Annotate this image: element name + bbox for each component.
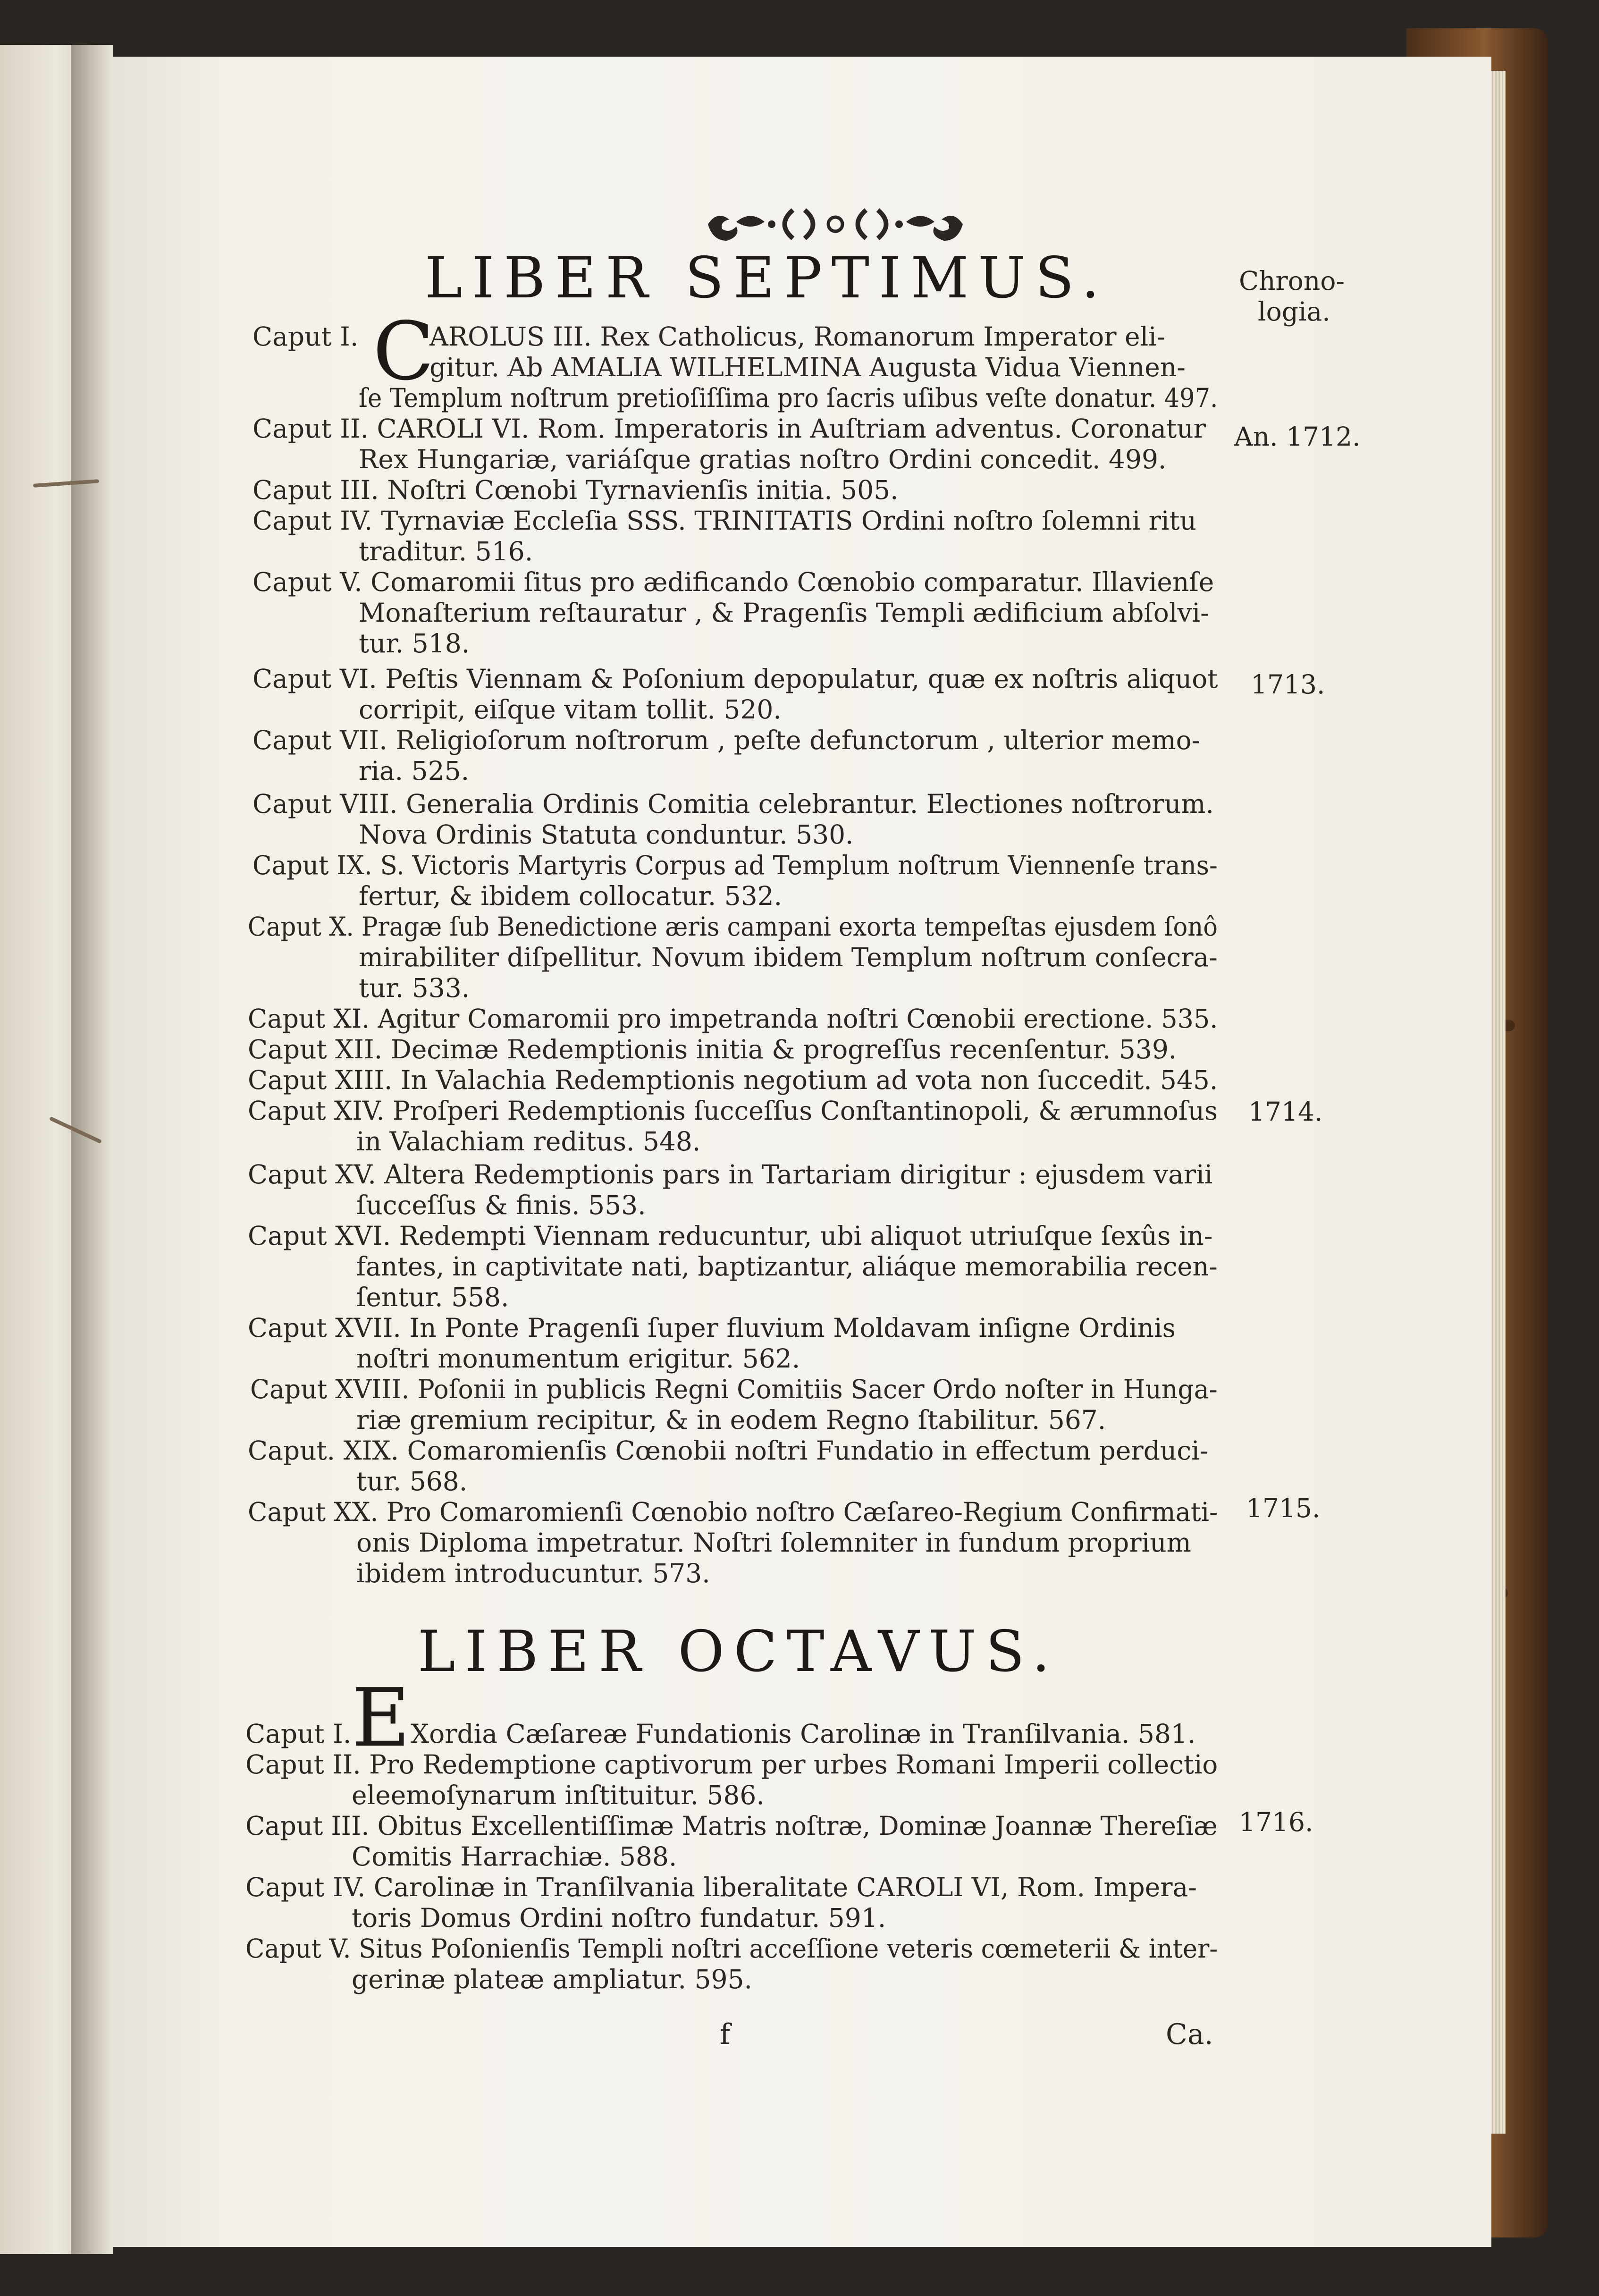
chapter-line: Nova Ordinis Statuta conduntur. 530.: [359, 819, 854, 850]
margin-year: 1715.: [1246, 1493, 1321, 1523]
chapter-line: gitur. Ab AMALIA WILHELMINA Augusta Vidua Viennen-: [429, 352, 1186, 382]
chapter-line: ria. 525.: [359, 756, 470, 786]
chapter-line: Caput XV. Altera Redemptionis pars in Tartariam dirigitur : ejusdem varii: [248, 1159, 1213, 1190]
chapter-line: Caput V. Situs Poſonienſis Templi noſtri acceſſione veteris cœmeterii & inter-: [245, 1933, 1218, 1964]
margin-heading: logia.: [1258, 296, 1330, 327]
chapter-line: tur. 518.: [359, 628, 470, 658]
chapter-line: mirabiliter diſpellitur. Novum ibidem Templum noſtrum conſecra-: [359, 942, 1218, 972]
signature-mark: f: [720, 2018, 731, 2051]
chapter-line: ſucceſſus & finis. 553.: [356, 1190, 646, 1220]
chapter-line: gerinæ plateæ ampliatur. 595.: [352, 1964, 752, 1994]
margin-heading: Chrono-: [1239, 266, 1345, 296]
chapter-label: Caput I.: [245, 1719, 352, 1749]
book7-title: LIBER SEPTIMUS.: [425, 245, 1109, 311]
chapter-line: Caput XIII. In Valachia Redemptionis negotium ad vota non ſuccedit. 545.: [248, 1065, 1218, 1095]
chapter-line: Caput VII. Religioſorum noſtrorum , peſte defunctorum , ulterior memo-: [252, 725, 1201, 755]
chapter-line: Caput VI. Peſtis Viennam & Poſonium depopulatur, quæ ex noſtris aliquot: [252, 664, 1218, 694]
catchword: Ca.: [1166, 2018, 1213, 2051]
chapter-line: Caput XVI. Redempti Viennam reducuntur, ubi aliquot utriuſque ſexûs in-: [248, 1221, 1213, 1251]
chapter-line: Caput XVII. In Ponte Pragenſi ſuper fluvium Moldavam inſigne Ordinis: [248, 1313, 1176, 1343]
chapter-line: ibidem introducuntur. 573.: [356, 1558, 710, 1588]
chapter-line: AROLUS III. Rex Catholicus, Romanorum Imperator eli-: [429, 321, 1166, 352]
chapter-line: Caput III. Noſtri Cœnobi Tyrnavienſis initia. 505.: [252, 475, 899, 505]
chapter-line: Caput IX. S. Victoris Martyris Corpus ad Templum noſtrum Viennenſe trans-: [252, 850, 1218, 880]
chapter-line: Caput IV. Carolinæ in Tranſilvania liberalitate CAROLI VI, Rom. Impera-: [245, 1872, 1197, 1902]
chapter-line: Monaſterium reſtauratur , & Pragenſis Templi ædificium abſolvi-: [359, 598, 1209, 628]
chapter-line: Xordia Cæſareæ Fundationis Carolinæ in Tranſilvania. 581.: [411, 1719, 1196, 1749]
chapter-line: Caput XII. Decimæ Redemptionis initia & progreſſus recenſentur. 539.: [248, 1034, 1177, 1064]
chapter-line: onis Diploma impetratur. Noſtri ſolemniter in fundum proprium: [356, 1528, 1191, 1558]
chapter-line: Caput VIII. Generalia Ordinis Comitia celebrantur. Electiones noſtrorum.: [252, 789, 1214, 819]
chapter-line: ſe Templum noſtrum pretioſiſſima pro ſacris uſibus veſte donatur. 497.: [359, 383, 1218, 413]
chapter-line: ſentur. 558.: [356, 1282, 509, 1312]
chapter-line: Caput XVIII. Poſonii in publicis Regni Comitiis Sacer Ordo noſter in Hunga-: [250, 1374, 1218, 1404]
chapter-line: Caput II. CAROLI VI. Rom. Imperatoris in Auſtriam adventus. Coronatur: [252, 414, 1206, 444]
chapter-line: fantes, in captivitate nati, baptizantur, aliáque memorabilia recen-: [356, 1251, 1218, 1282]
chapter-line: corripit, eiſque vitam tollit. 520.: [359, 694, 782, 725]
drop-capital: E: [352, 1671, 411, 1765]
margin-year: An. 1712.: [1234, 422, 1361, 452]
chapter-line: traditur. 516.: [359, 536, 533, 566]
chapter-line: Rex Hungariæ, variáſque gratias noſtro Ordini concedit. 499.: [359, 444, 1167, 474]
chapter-line: Comitis Harrachiæ. 588.: [352, 1841, 677, 1872]
chapter-line: Caput V. Comaromii ſitus pro ædificando Cœnobio comparatur. Illavienſe: [252, 567, 1214, 597]
chapter-line: Caput III. Obitus Excellentiſſimæ Matris noſtræ, Dominæ Joannæ Thereſiæ: [245, 1811, 1218, 1841]
chapter-line: tur. 568.: [356, 1466, 468, 1496]
chapter-line: eleemoſynarum inſtituitur. 586.: [352, 1780, 765, 1810]
chapter-line: Caput X. Pragæ ſub Benedictione æris campani exorta tempeſtas ejusdem ſonô: [248, 912, 1218, 942]
margin-year: 1716.: [1239, 1807, 1313, 1837]
margin-year: 1713.: [1251, 669, 1325, 700]
chapter-line: Caput IV. Tyrnaviæ Eccleſia SSS. TRINITATIS Ordini noſtro ſolemni ritu: [252, 506, 1197, 536]
book-gutter: [71, 45, 113, 2254]
chapter-line: in Valachiam reditus. 548.: [356, 1126, 701, 1156]
chapter-label: Caput I.: [252, 321, 359, 352]
chapter-line: Caput XI. Agitur Comaromii pro impetranda noſtri Cœnobii erectione. 535.: [248, 1004, 1218, 1034]
margin-year: 1714.: [1248, 1097, 1323, 1127]
chapter-line: Caput. XIX. Comaromienſis Cœnobii noſtri Fundatio in effectum perduci-: [248, 1435, 1209, 1466]
book8-title: LIBER OCTAVUS.: [418, 1619, 1060, 1685]
chapter-line: Caput II. Pro Redemptione captivorum per urbes Romani Imperii collectio: [245, 1749, 1218, 1780]
chapter-line: toris Domus Ordini noſtro fundatur. 591.: [352, 1903, 886, 1933]
chapter-line: Caput XIV. Proſperi Redemptionis ſucceſſus Conſtantinopoli, & ærumnoſus: [248, 1096, 1218, 1126]
chapter-line: riæ gremium recipitur, & in eodem Regno ſtabilitur. 567.: [356, 1405, 1106, 1435]
chapter-line: tur. 533.: [359, 973, 470, 1003]
header-ornament: [703, 203, 968, 245]
chapter-line: fertur, & ibidem collocatur. 532.: [359, 881, 783, 911]
chapter-line: noſtri monumentum erigitur. 562.: [356, 1343, 800, 1374]
drop-capital: C: [373, 305, 435, 398]
chapter-line: Caput XX. Pro Comaromienſi Cœnobio noſtro Cæſareo-Regium Confirmati-: [248, 1497, 1218, 1527]
